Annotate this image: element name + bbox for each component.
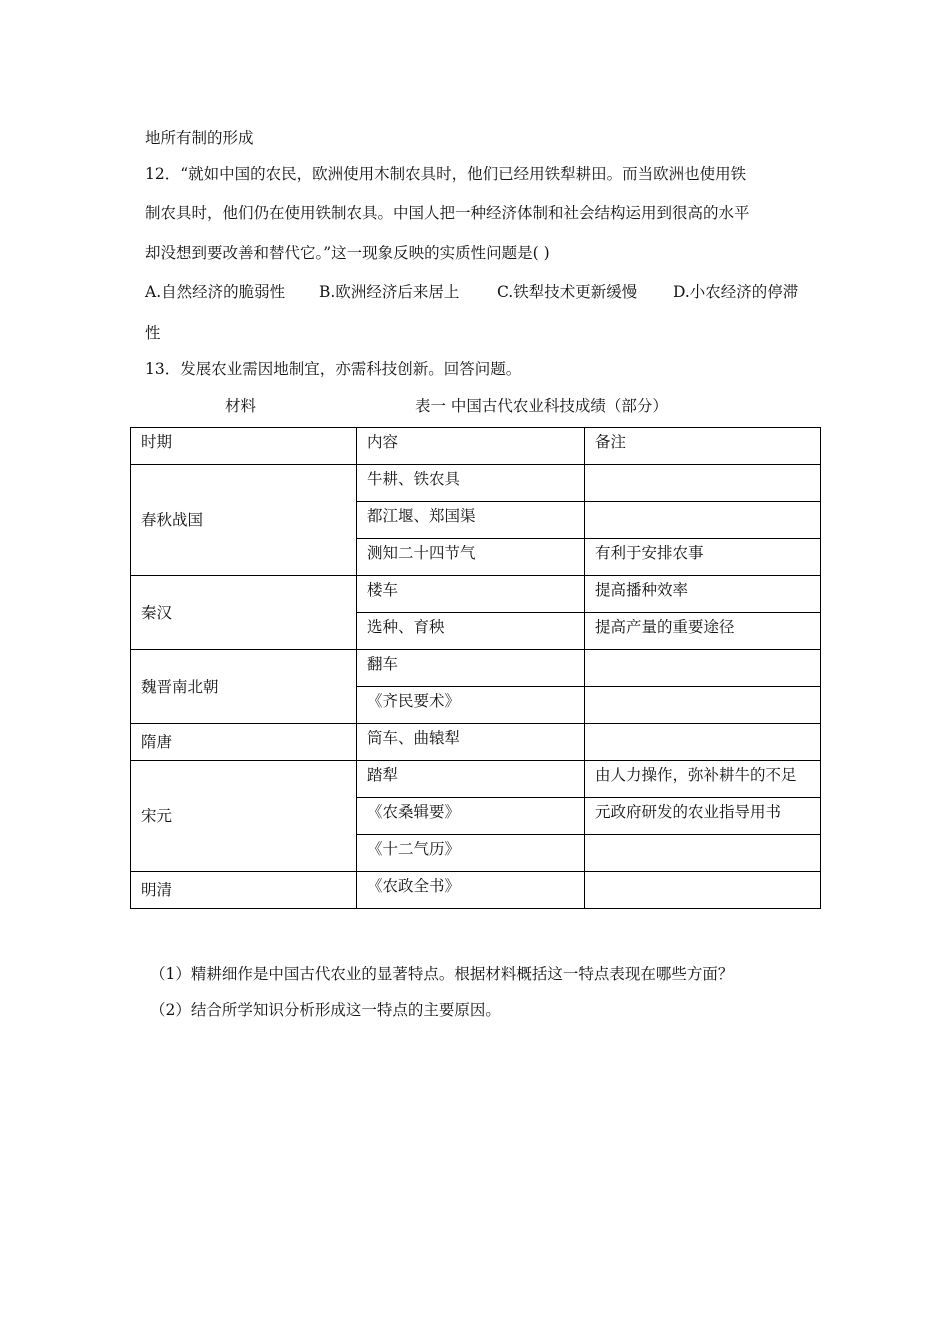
option-a[interactable]: A.自然经济的脆弱性 [145,283,286,301]
content-cell: 踏犁 [357,761,585,798]
content-cell: 都江堰、郑国渠 [357,502,585,539]
content-cell: 《齐民要术》 [357,687,585,724]
note-cell [585,650,821,687]
agriculture-tech-table [130,427,821,909]
option-d[interactable]: D.小农经济的停滞 [673,283,799,301]
note-cell [585,465,821,502]
option-c[interactable]: C.铁犁技术更新缓慢 [497,283,638,301]
q13-stem: 13．发展农业需因地制宜，亦需科技创新。回答问题。 [145,360,522,378]
material-label: 材料 [225,397,257,415]
option-d-wrap: 性 [145,324,161,342]
table-row [131,650,821,687]
period-cell: 秦汉 [131,576,357,650]
note-cell [585,835,821,872]
table-row [131,761,821,798]
header-period: 时期 [131,428,357,465]
table-title: 表一 中国古代农业科技成绩（部分） [415,397,668,415]
note-cell [585,724,821,761]
note-cell: 有利于安排农事 [585,539,821,576]
q13-sub1: （1）精耕细作是中国古代农业的显著特点。根据材料概括这一特点表现在哪些方面？ [150,965,734,983]
period-cell: 隋唐 [131,724,357,761]
period-cell: 宋元 [131,761,357,872]
table-row [131,724,821,761]
table-caption [225,395,668,417]
content-cell: 筒车、曲辕犁 [357,724,585,761]
content-cell: 牛耕、铁农具 [357,465,585,502]
table-row [131,465,821,502]
note-cell: 提高播种效率 [585,576,821,613]
content-cell: 翻车 [357,650,585,687]
note-cell [585,502,821,539]
table-row [131,872,821,909]
q12-options [145,281,798,303]
note-cell: 提高产量的重要途径 [585,613,821,650]
period-cell: 明清 [131,872,357,909]
header-content: 内容 [357,428,585,465]
previous-answer-fragment: 地所有制的形成 [145,129,254,147]
table-header-row [131,428,821,465]
q12-stem-line1: 12．“就如中国的农民，欧洲使用木制农具时，他们已经用铁犁耕田。而当欧洲也使用铁 [145,165,747,183]
content-cell: 《农桑辑要》 [357,798,585,835]
q12-stem-line3: 却没想到要改善和替代它。”这一现象反映的实质性问题是( ) [145,244,550,262]
note-cell [585,872,821,909]
period-cell: 魏晋南北朝 [131,650,357,724]
period-cell: 春秋战国 [131,465,357,576]
option-b[interactable]: B.欧洲经济后来居上 [319,283,460,301]
header-note: 备注 [585,428,821,465]
q12-stem-line2: 制农具时，他们仍在使用铁制农具。中国人把一种经济体制和社会结构运用到很高的水平 [145,204,750,222]
note-cell [585,687,821,724]
content-cell: 测知二十四节气 [357,539,585,576]
content-cell: 《农政全书》 [357,872,585,909]
note-cell: 由人力操作，弥补耕牛的不足 [585,761,821,798]
q13-sub2: （2）结合所学知识分析形成这一特点的主要原因。 [150,1001,501,1019]
table-row [131,576,821,613]
content-cell: 楼车 [357,576,585,613]
content-cell: 选种、育秧 [357,613,585,650]
content-cell: 《十二气历》 [357,835,585,872]
note-cell: 元政府研发的农业指导用书 [585,798,821,835]
